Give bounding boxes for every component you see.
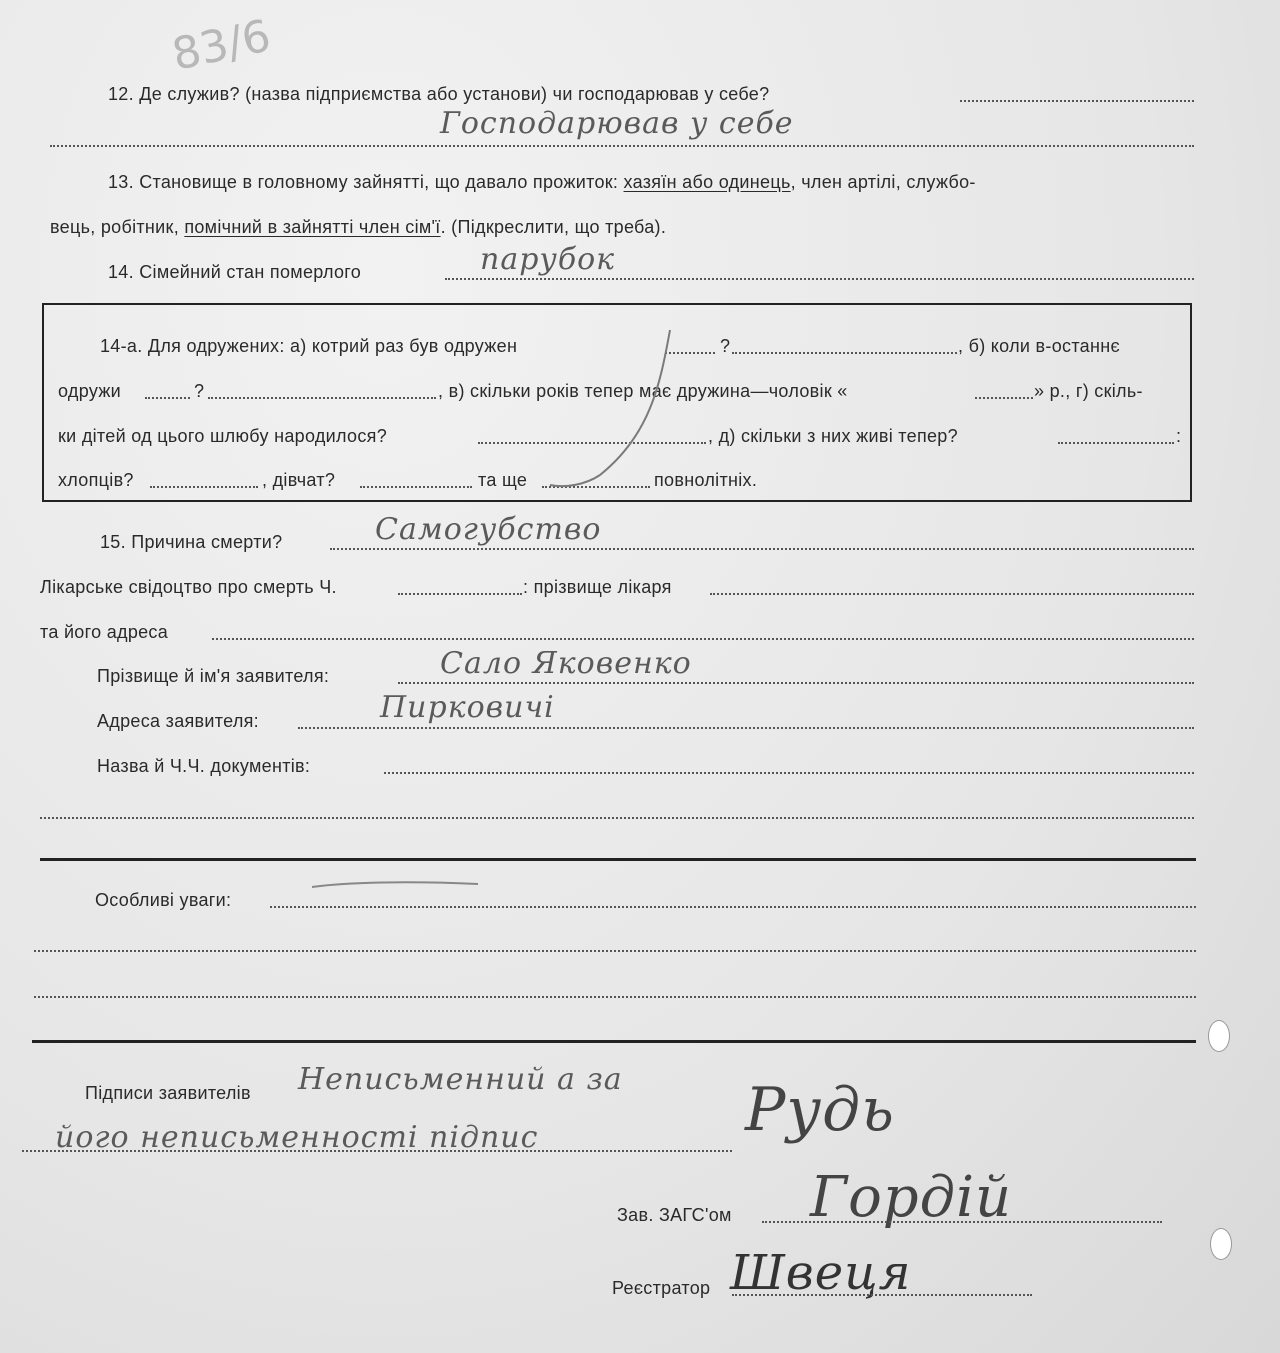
applicant-address-value: Пирковичі [380, 690, 555, 725]
q14a-line2-b: , в) скільки років тепер має дружина—чоловік « [438, 381, 848, 401]
q14a-dots-4 [208, 397, 436, 399]
q14a-qmark-2: ? [194, 381, 205, 401]
q15-label: 15. Причина смерти? [100, 532, 283, 552]
applicant-name-value: Сало Яковенко [440, 646, 692, 681]
applicant-name-dots [398, 682, 1194, 684]
q13-underlined-family-member: помічний в зайнятті член сім'ї [184, 217, 441, 237]
notes-pencil-stroke [310, 878, 480, 892]
q14a-dots-2 [732, 352, 957, 354]
doctor-address-dots [212, 638, 1194, 640]
q15-answer: Самогубство [375, 512, 602, 547]
applicant-signature: Рудь [745, 1075, 895, 1145]
q14a-line3-b: , д) скільки з них живі тепер? [708, 426, 958, 446]
q14a-label-b: , б) коли в-останнє [958, 336, 1120, 356]
applicant-name-label: Прізвище й ім'я заявителя: [97, 666, 330, 686]
documents-dots-2 [40, 817, 1194, 819]
doctor-name-dots [710, 593, 1194, 595]
q14a-dots-5 [975, 397, 1033, 399]
q14a-dots-3 [145, 397, 190, 399]
notes-label: Особливі уваги: [95, 890, 232, 910]
corner-pencil-note: 83/6 [167, 10, 276, 81]
section-divider-1 [40, 858, 1196, 861]
q13-line2: вець, робітник, помічний в зайнятті член сім'ї. (Підкреслити, що треба). [50, 217, 667, 237]
applicant-address-dots [298, 727, 1194, 729]
registrar-label: Реєстратор [612, 1278, 711, 1298]
medical-cert-dots [398, 593, 522, 595]
signatures-dots [22, 1150, 732, 1152]
registrar-dots [732, 1294, 1032, 1296]
q14a-line3-a: ки дітей од цього шлюбу народилося? [58, 426, 388, 446]
q14-answer: парубок [480, 242, 616, 277]
registrar-signature: Швеця [730, 1245, 912, 1301]
q14a-line4-a: хлопців? [58, 470, 134, 490]
q13-line1: 13. Становище в головному зайнятті, що давало прожиток: хазяїн або одинець, член артілі, службо- [108, 172, 976, 192]
notes-dots-1 [270, 906, 1196, 908]
q14-dotted-line [445, 278, 1194, 280]
q14a-dots-8 [150, 486, 258, 488]
signatures-note-line1: Неписьменний а за [298, 1062, 623, 1097]
q14a-dots-9 [360, 486, 472, 488]
notes-dots-2 [34, 950, 1196, 952]
documents-dots [384, 772, 1194, 774]
q12-answer-line [50, 145, 1194, 147]
q14a-strike-stroke [540, 325, 700, 495]
q15-dotted-line [330, 548, 1194, 550]
q14a-qmark-1: ? [720, 336, 731, 356]
medical-cert-label: Лікарське свідоцтво про смерть Ч. [40, 577, 337, 597]
q14a-line4-c: та ще [478, 470, 528, 490]
q14a-label-a: 14-а. Для одружених: а) котрий раз був одружен [100, 336, 518, 356]
q14a-line2-a: одружи [58, 381, 122, 401]
zags-head-label: Зав. ЗАГС'ом [617, 1205, 732, 1225]
q14a-line4-b: , дівчат? [262, 470, 336, 490]
section-divider-2 [32, 1040, 1196, 1043]
q12-label: 12. Де служив? (назва підприємства або установи) чи господарював у себе? [108, 84, 770, 104]
q13-underlined-owner: хазяїн або одинець [623, 172, 791, 192]
zags-head-dots [762, 1221, 1162, 1223]
q12-answer: Господарював у себе [440, 106, 794, 141]
q12-dotted-line [960, 100, 1194, 102]
signatures-note-line2: його неписьменності підпис [55, 1120, 539, 1155]
binding-hole-bottom [1210, 1228, 1232, 1260]
q14a-line3-c: : [1176, 426, 1182, 446]
q14a-dots-7 [1058, 442, 1174, 444]
q14-label: 14. Сімейний стан померлого [108, 262, 362, 282]
documents-label: Назва й Ч.Ч. документів: [97, 756, 311, 776]
binding-hole-top [1208, 1020, 1230, 1052]
q14a-line2-c: » р., г) скіль- [1034, 381, 1143, 401]
notes-dots-3 [34, 996, 1196, 998]
doctor-address-label: та його адреса [40, 622, 169, 642]
doctor-name-label: : прізвище лікаря [523, 577, 672, 597]
q14a-line4-d: повнолітніх. [654, 470, 758, 490]
zags-head-signature: Гордій [810, 1165, 1013, 1230]
signatures-label: Підписи заявителів [85, 1083, 251, 1103]
applicant-address-label: Адреса заявителя: [97, 711, 259, 731]
